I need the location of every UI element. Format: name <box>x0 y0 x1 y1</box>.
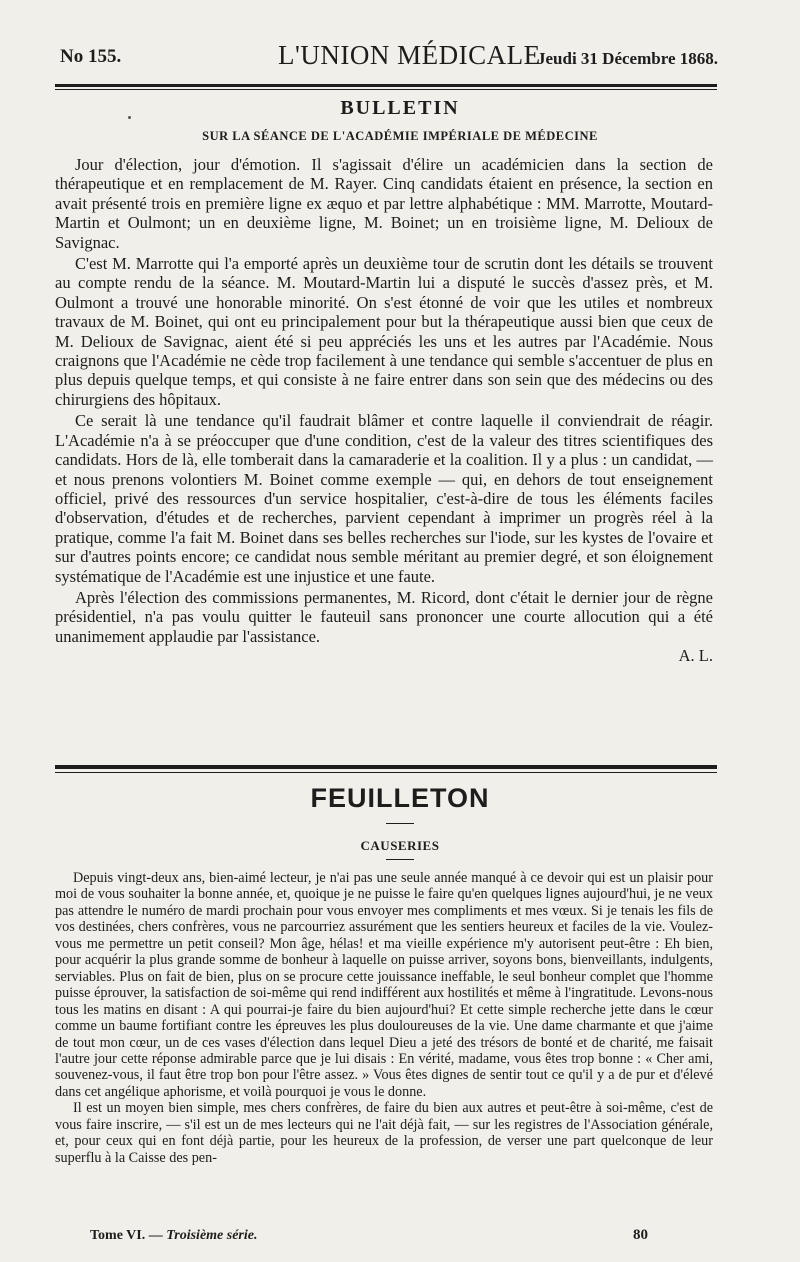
bulletin-paragraph: C'est M. Marrotte qui l'a emporté après un deuxième tour de scrutin dont les détails se trouvent au compte rendu de la séance. M. Moutard-Martin lui a disputé le succès d'assez près, et M. Oulmont a trouvé une honorable minorité. On s'est étonné de voir que les utiles et nombreux travaux de M. Boinet, qui ont eu principalement pour but la thérapeutique aussi bien que ceux de M. Delioux de Savignac, aient été si peu appréciés les uns et les autres par l'Académie. Nous craignons que l'Académie ne cède trop facilement à une tendance qui semble s'accentuer de plus en plus depuis quelque temps, et qui consiste à ne faire entrer dans son sein que des médecins ou des chirurgiens des hôpitaux. <box>55 254 713 409</box>
causeries-heading: CAUSERIES <box>360 838 440 853</box>
causeries-divider <box>386 859 414 860</box>
page-number: 80 <box>633 1227 648 1243</box>
masthead <box>60 40 718 74</box>
bulletin-paragraph: Jour d'élection, jour d'émotion. Il s'agissait d'élire un académicien dans la section de thérapeutique et en remplacement de M. Rayer. Cinq candidats étaient en présence, la section en avait présenté trois en première ligne ex æquo et par lettre alphabétique : MM. Marrotte, Moutard-Martin et Oulmont; un en deuxième ligne, M. Boinet; un en troisième ligne, M. Delioux de Savignac. <box>55 155 713 252</box>
footer-volume <box>90 1228 257 1244</box>
bulletin-paragraph: Ce serait là une tendance qu'il faudrait blâmer et contre laquelle il conviendrait de réagir. L'Académie n'a à se préoccuper que d'une condition, c'est de la valeur des titres scientifiques des candidats. Hors de là, elle tomberait dans la camaraderie et la coalition. Il y a plus : un candidat, — et nous prenons volontiers M. Boinet comme exemple — qui, en dehors de tout enseignement officiel, privé des ressources d'un service hospitalier, c'est-à-dire de tous les éléments faciles d'observation, d'études et de recherches, parvient cependant à imprimer un progrès réel à la pratique, comme l'a fait M. Boinet dans ses belles recherches sur l'iode, sur les kystes de l'ovaire et sur d'autres points encore; ce candidat nous semble méritant au premier degré, et son éloignement systématique de l'Académie est une injustice et une faute. <box>55 411 713 586</box>
feuilleton-heading: FEUILLETON <box>310 783 490 813</box>
bulletin-signature: A. L. <box>678 646 713 666</box>
series-label: Troisième série. <box>166 1228 258 1243</box>
feuilleton-rule-thin <box>55 772 717 773</box>
journal-title: L'UNION MÉDICALE <box>278 40 541 70</box>
issue-date: Jeudi 31 Décembre 1868. <box>537 49 718 68</box>
volume-label: Tome VI. — <box>90 1228 163 1243</box>
feuilleton-rule-thick <box>55 765 717 769</box>
masthead-rule <box>55 84 717 87</box>
masthead-rule-thin <box>55 89 717 90</box>
bulletin-body <box>55 155 713 666</box>
feuilleton-paragraph: Il est un moyen bien simple, mes chers confrères, de faire du bien aux autres et peut-être à soi-même, c'est de vous faire inscrire, — s'il est un de mes lecteurs qui ne l'ait déjà fait, — sur les registres de l'Association générale, et, pour ceux qui en font déjà partie, pour les heureux de la profession, de verser une part quelconque de leur superflu à la Caisse des pen- <box>55 1100 713 1166</box>
bulletin-paragraph: Après l'élection des commissions permanentes, M. Ricord, dont c'était le dernier jour de règne présidentiel, n'a pas voulu quitter le fauteuil sans prononcer une courte allocution qui a été unanimement applaudie par l'assistance. <box>55 587 713 646</box>
feuilleton-body <box>55 870 713 1166</box>
feuilleton-paragraph: Depuis vingt-deux ans, bien-aimé lecteur, je n'ai pas une seule année manqué à ce devoir qui est un plaisir pour moi de vous souhaiter la bonne année, et, quoique je ne puisse le faire qu'en quelques lignes aujourd'hui, je ne veux pas attendre le numéro de mardi prochain pour vous envoyer mes compliments et mes vœux. Si je tenais les fils de vos destinées, chers confrères, vous ne parcourriez assurément que les sentiers heureux et faciles de la vie. Voulez-vous me permettre un petit conseil? Mon âge, hélas! et ma vieille expérience m'y autorisent peut-être : Eh bien, pour acquérir la plus grande somme de bonheur à laquelle on puisse arriver, soyons bons, bienveillants, indulgents, serviables. Plus on fait de bien, plus on se procure cette jouissance ineffable, le seul bonheur complet que l'homme puisse éprouver, la satisfaction de soi-même qui rend indifférent aux hostilités et même à l'ingratitude. Levons-nous tous les matins en disant : A qui pourrai-je faire du bien aujourd'hui? Et cette simple recherche jette dans le cœur comme un baume fortifiant contre les épreuves les plus douloureuses de la vie. Une dame charmante et que j'aime de tout mon cœur, un de ces vases d'élection dans lequel Dieu a jeté des trésors de bonté et de charité, me faisait l'autre jour cette réponse admirable parce que je lui disais : En vérité, madame, vous êtes trop bonne : « Cher ami, souvenez-vous, il faut être trop bon pour l'être assez. » Vous êtes dignes de sentir tout ce qu'il y a de pur et d'élevé dans cet angélique aphorisme, et voilà pourquoi je vous le donne. <box>55 870 713 1100</box>
bulletin-heading: BULLETIN <box>340 97 460 119</box>
feuilleton-divider <box>386 823 414 824</box>
bulletin-subheading: SUR LA SÉANCE DE L'ACADÉMIE IMPÉRIALE DE MÉDECINE <box>202 129 598 143</box>
issue-number: No 155. <box>60 46 122 67</box>
